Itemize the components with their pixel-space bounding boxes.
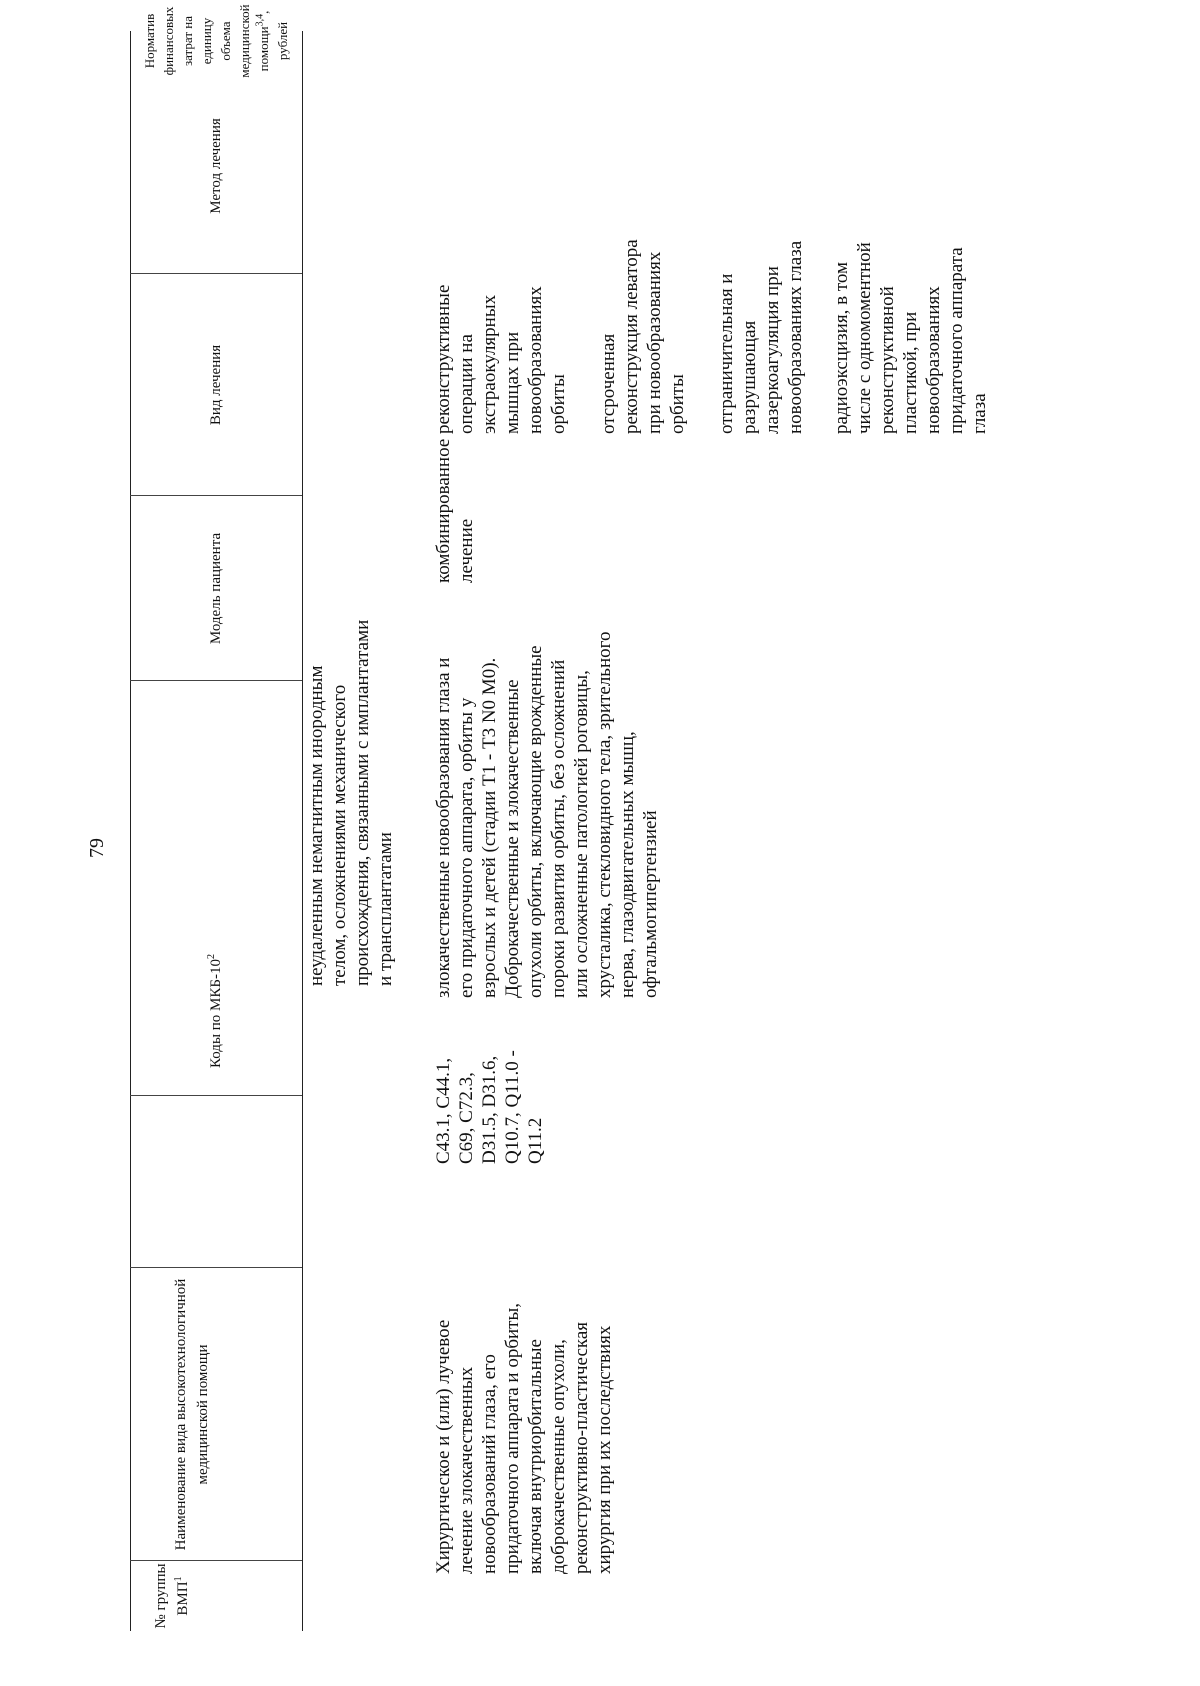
row-icd-codes: С43.1, С44.1, С69, С72.3, D31.5, D31.6, Q10.7, Q11.0 - Q11.2 — [433, 1050, 546, 1164]
header-divider-4 — [130, 680, 302, 681]
header-col-treatment-method: Метод лечения — [208, 118, 224, 214]
method-item: отсроченная реконструкция леватора при новообразованиях орбиты — [598, 239, 688, 434]
header-col-cost-norm: Норматив финансовых затрат на единицу объема медицинской помощи$^{3,4}$, рублей — [142, 4, 290, 78]
row-care-type-name: Хирургическое и (или) лучевое лечение злокачественных новообразований глаза, его придаточного аппарата и орбиты, включая внутриорбитальные доброкачественные опухоли, реконструктивно-пластическая хирургия при их последствиях — [433, 1303, 615, 1574]
row-patient-model: злокачественные новообразования глаза и его придаточного аппарата, орбиты у взрослых и детей (стадии Т1 - Т3 N0 М0). Доброкачественные и злокачественные опухоли орбиты, включающие врожденные пороки развития орбиты, без осложнений или осложненные патологией роговицы, хрусталика, стекловидного тела, зрительного нерва, глазодвигательных мышц, офтальмогипертензией — [433, 631, 661, 998]
header-col-patient-model: Модель пациента — [208, 532, 224, 645]
header-col-icd-codes: Коды по МКБ-$10^2$ — [206, 954, 224, 1069]
header-bottom-border — [302, 31, 303, 1631]
header-divider-5 — [130, 495, 302, 496]
header-col-treatment-type: Вид лечения — [208, 344, 224, 426]
page-number: 79 — [86, 838, 108, 858]
table-top-border — [130, 31, 131, 1631]
method-item: отграничительная и разрушающая лазеркоагуляция при новообразованиях глаза — [716, 240, 806, 434]
header-divider-6 — [130, 273, 302, 274]
prev-row-patient-model: неудаленным немагнитным инородным телом, осложнениями механического происхождения, связанными с имплантатами и трансплантатами — [306, 619, 396, 986]
header-divider-2 — [130, 1267, 302, 1268]
row-treatment-type: комбинированное лечение — [433, 438, 477, 583]
header-divider-3 — [130, 1095, 302, 1096]
header-col-group-number: № группы ВМП$^1$ — [153, 1563, 191, 1629]
method-item: радиоэксцизия, в том числе с одномоментной реконструктивной пластикой, при новообразованиях придаточного аппарата глаза — [831, 242, 990, 434]
header-divider-1 — [130, 1560, 302, 1561]
method-item: реконструктивные операции на экстраокулярных мышцах при новообразованиях орбиты — [433, 284, 569, 434]
header-col-care-type-name: Наименование вида высокотехнологичной медицинской помощи — [173, 1278, 211, 1551]
